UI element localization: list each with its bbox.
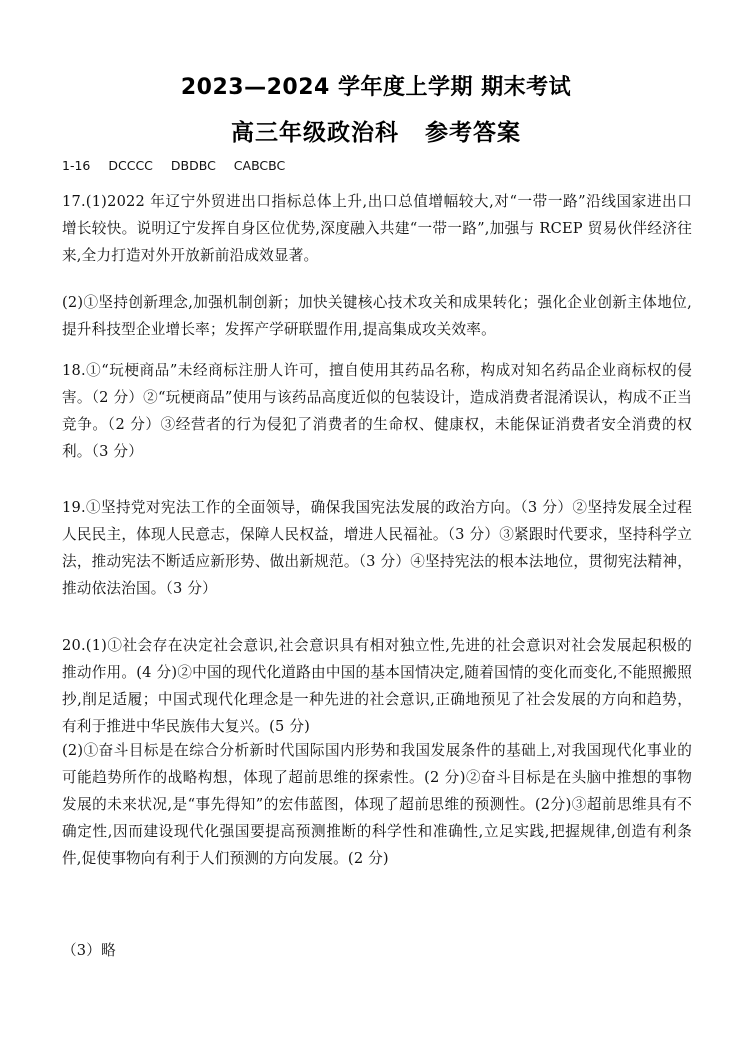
subtitle-answer-key: 参考答案 bbox=[425, 120, 521, 146]
answer-18: 18.①“玩梗商品”未经商标注册人许可，擅自使用其药品名称，构成对知名药品企业商标权的侵害。（2 分）②“玩梗商品”使用与该药品高度近似的包装设计，造成消费者混淆误认，构成不正当竞争。（2 分）③经营者的行为侵犯了消费者的生命权、健康权，未能保证消费者安全消费的权利。（3 分） bbox=[62, 362, 692, 460]
multiple-choice-answers bbox=[62, 158, 299, 173]
answer-17-part-1: 17.(1)2022 年辽宁外贸进出口指标总体上升,出口总值增幅较大,对“一带一路”沿线国家进出口增长较快。说明辽宁发挥自身区位优势,深度融入共建“一带一路”,加强与 RCEP 贸易伙伴经济往来,全力打造对外开放新前沿成效显著。 bbox=[62, 193, 692, 264]
mc-group: CABCBC bbox=[233, 158, 286, 173]
mc-group: DCCCC bbox=[108, 158, 153, 173]
mc-group: DBDBC bbox=[170, 158, 216, 173]
mc-range: 1-16 bbox=[62, 158, 91, 173]
subtitle bbox=[0, 114, 752, 147]
exam-title: 2023—2024 学年度上学期 期末考试 bbox=[180, 75, 572, 100]
answer-20-part-1: 20.(1)①社会存在决定社会意识,社会意识具有相对独立性,先进的社会意识对社会发展起积极的推动作用。(4 分)②中国的现代化道路由中国的基本国情决定,随着国情的变化而变化,不能照搬照抄,削足适履；中国式现代化理念是一种先进的社会意识,正确地预见了社会发展的方向和趋势，有利于推进中华民族伟大复兴。(5 分) bbox=[62, 637, 692, 735]
answer-19: 19.①坚持党对宪法工作的全面领导，确保我国宪法发展的政治方向。（3 分）②坚持发展全过程人民民主，体现人民意志，保障人民权益，增进人民福祉。（3 分）③紧跟时代要求，坚持科学立法，推动宪法不断适应新形势、做出新规范。（3 分）④坚持宪法的根本法地位，贯彻宪法精神，推动依法治国。（3 分） bbox=[62, 499, 692, 597]
answer-20-part-2: (2)①奋斗目标是在综合分析新时代国际国内形势和我国发展条件的基础上,对我国现代化事业的可能趋势所作的战略构想，体现了超前思维的探索性。(2 分)②奋斗目标是在头脑中推想的事物发展的未来状况,是“事先得知”的宏伟蓝图，体现了超前思维的预测性。(2分)③超前思维具有不确定性,因而建设现代化强国要提高预测推断的科学性和准确性,立足实践,把握规律,创造有利条件,促使事物向有利于人们预测的方向发展。(2 分) bbox=[62, 742, 692, 867]
answer-20-part-3: （3）略 bbox=[62, 942, 116, 959]
answer-17-part-2: (2)①坚持创新理念,加强机制创新；加快关键核心技术攻关和成果转化；强化企业创新主体地位,提升科技型企业增长率；发挥产学研联盟作用,提高集成攻关效率。 bbox=[62, 294, 692, 338]
subtitle-subject: 高三年级政治科 bbox=[231, 120, 399, 146]
